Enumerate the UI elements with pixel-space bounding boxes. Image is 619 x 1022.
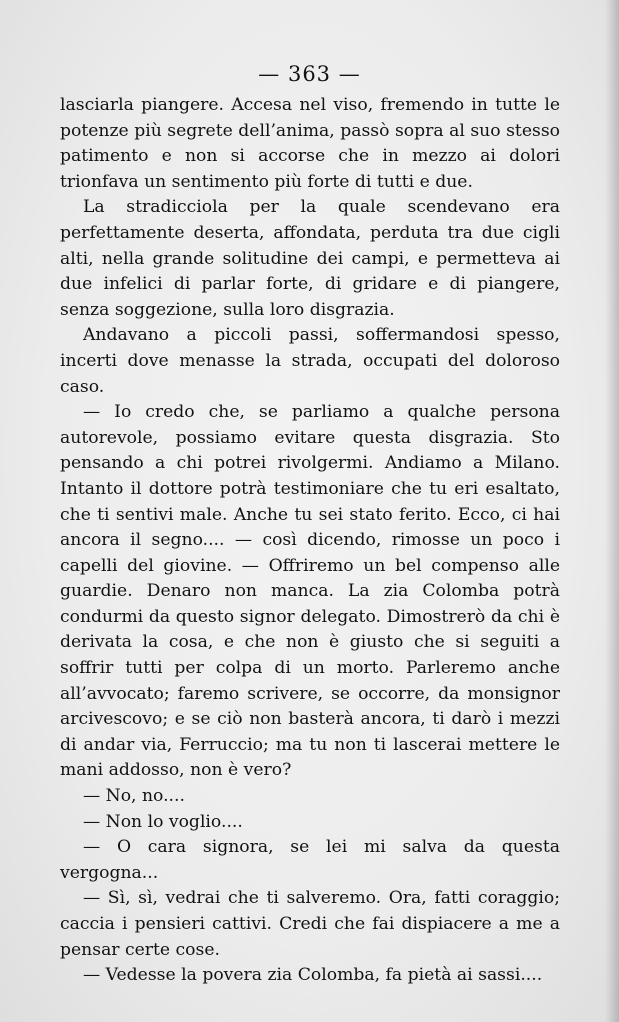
paragraph: — Sì, sì, vedrai che ti salveremo. Ora, fatti coraggio; caccia i pensieri cattivi. Credi che fai dispiacere a me a pensar certe cose.	[60, 888, 560, 960]
paragraph: lasciarla piangere. Accesa nel viso, fremendo in tutte le potenze più segrete dell’anima, passò sopra al suo stesso patimento e non si accorse che in mezzo ai dolori trionfava un sentimento più forte di tutti e due.	[60, 95, 560, 192]
paragraph: — O cara signora, se lei mi salva da questa vergogna...	[60, 837, 560, 883]
body-text	[60, 93, 560, 989]
paragraph: — Vedesse la povera zia Colomba, fa pietà ai sassi....	[83, 965, 543, 986]
paragraph: — Io credo che, se parliamo a qualche persona autorevole, possiamo evitare questa disgrazia. Sto pensando a chi potrei rivolgermi. Andiamo a Milano. Intanto il dottore potrà testimoniare che tu eri esaltato, che ti sentivi male. Anche tu sei stato ferito. Ecco, ci hai ancora il segno.... — così dicendo, rimosse un poco i capelli del giovine. — Offriremo un bel compenso alle guardie. Denaro non manca. La zia Colomba potrà condurmi da questo signor delegato. Dimostrerò da chi è derivata la cosa, e che non è giusto che si seguiti a soffrir tutti per colpa di un morto. Parleremo anche all’avvocato; faremo scrivere, se occorre, da monsignor arcivescovo; e se ciò non basterà ancora, ti darò i mezzi di andar via, Ferruccio; ma tu non ti lascerai mettere le mani addosso, non è vero?	[60, 402, 560, 781]
paragraph: — No, no....	[83, 786, 185, 807]
paragraph: — Non lo voglio....	[83, 811, 243, 832]
page-number: — 363 —	[258, 62, 361, 86]
paragraph: Andavano a piccoli passi, soffermandosi spesso, incerti dove menasse la strada, occupati del doloroso caso.	[60, 325, 560, 397]
page-edge-shadow	[605, 0, 619, 1022]
paragraph: La stradicciola per la quale scendevano era perfettamente deserta, affondata, perduta tra due cigli alti, nella grande solitudine dei campi, e permetteva ai due infelici di parlar forte, di gridare e di piangere, senza soggezione, sulla loro disgrazia.	[60, 197, 560, 320]
